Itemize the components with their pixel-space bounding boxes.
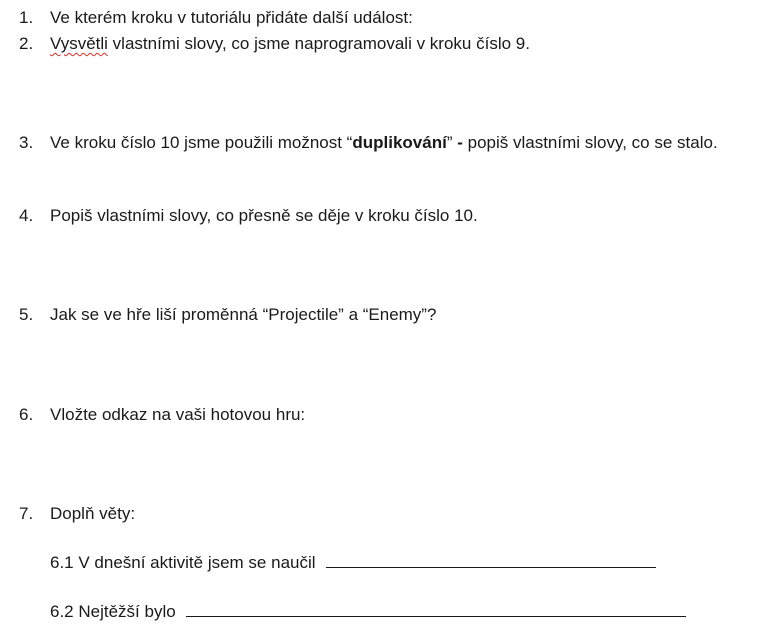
- spellcheck-flagged-word[interactable]: Vysvětli: [50, 34, 108, 53]
- question-number: 2.: [19, 34, 34, 53]
- bold-keyword: duplikování: [352, 133, 447, 152]
- question-text: Ve kterém kroku v tutoriálu přidáte další událost:: [50, 8, 413, 27]
- fill-sentence-line: 6.1 V dnešní aktivitě jsem se naučil: [50, 551, 656, 575]
- question-number: 3.: [19, 133, 34, 152]
- question-text: Vložte odkaz na vaši hotovou hru:: [50, 405, 306, 424]
- question-text: Popiš vlastními slovy, co přesně se děje v kroku číslo 10.: [50, 206, 478, 225]
- question-text: Ve kroku číslo 10 jsme použili možnost “duplikování” - popiš vlastními slovy, co se stalo.: [50, 133, 718, 152]
- answer-blank[interactable]: [186, 615, 686, 617]
- answer-blank[interactable]: [326, 566, 656, 568]
- question-number: 5.: [19, 305, 34, 324]
- fill-sentence-line: 6.2 Nejtěžší bylo: [50, 600, 686, 624]
- question-text: Doplň věty:: [50, 504, 136, 523]
- question-number: 6.: [19, 405, 34, 424]
- question-number: 7.: [19, 504, 34, 523]
- question-text: Jak se ve hře liší proměnná “Projectile” a “Enemy”?: [50, 305, 437, 324]
- question-text: Vysvětli vlastními slovy, co jsme naprogramovali v kroku číslo 9.: [50, 34, 530, 53]
- question-number: 1.: [19, 8, 34, 27]
- question-number: 4.: [19, 206, 34, 225]
